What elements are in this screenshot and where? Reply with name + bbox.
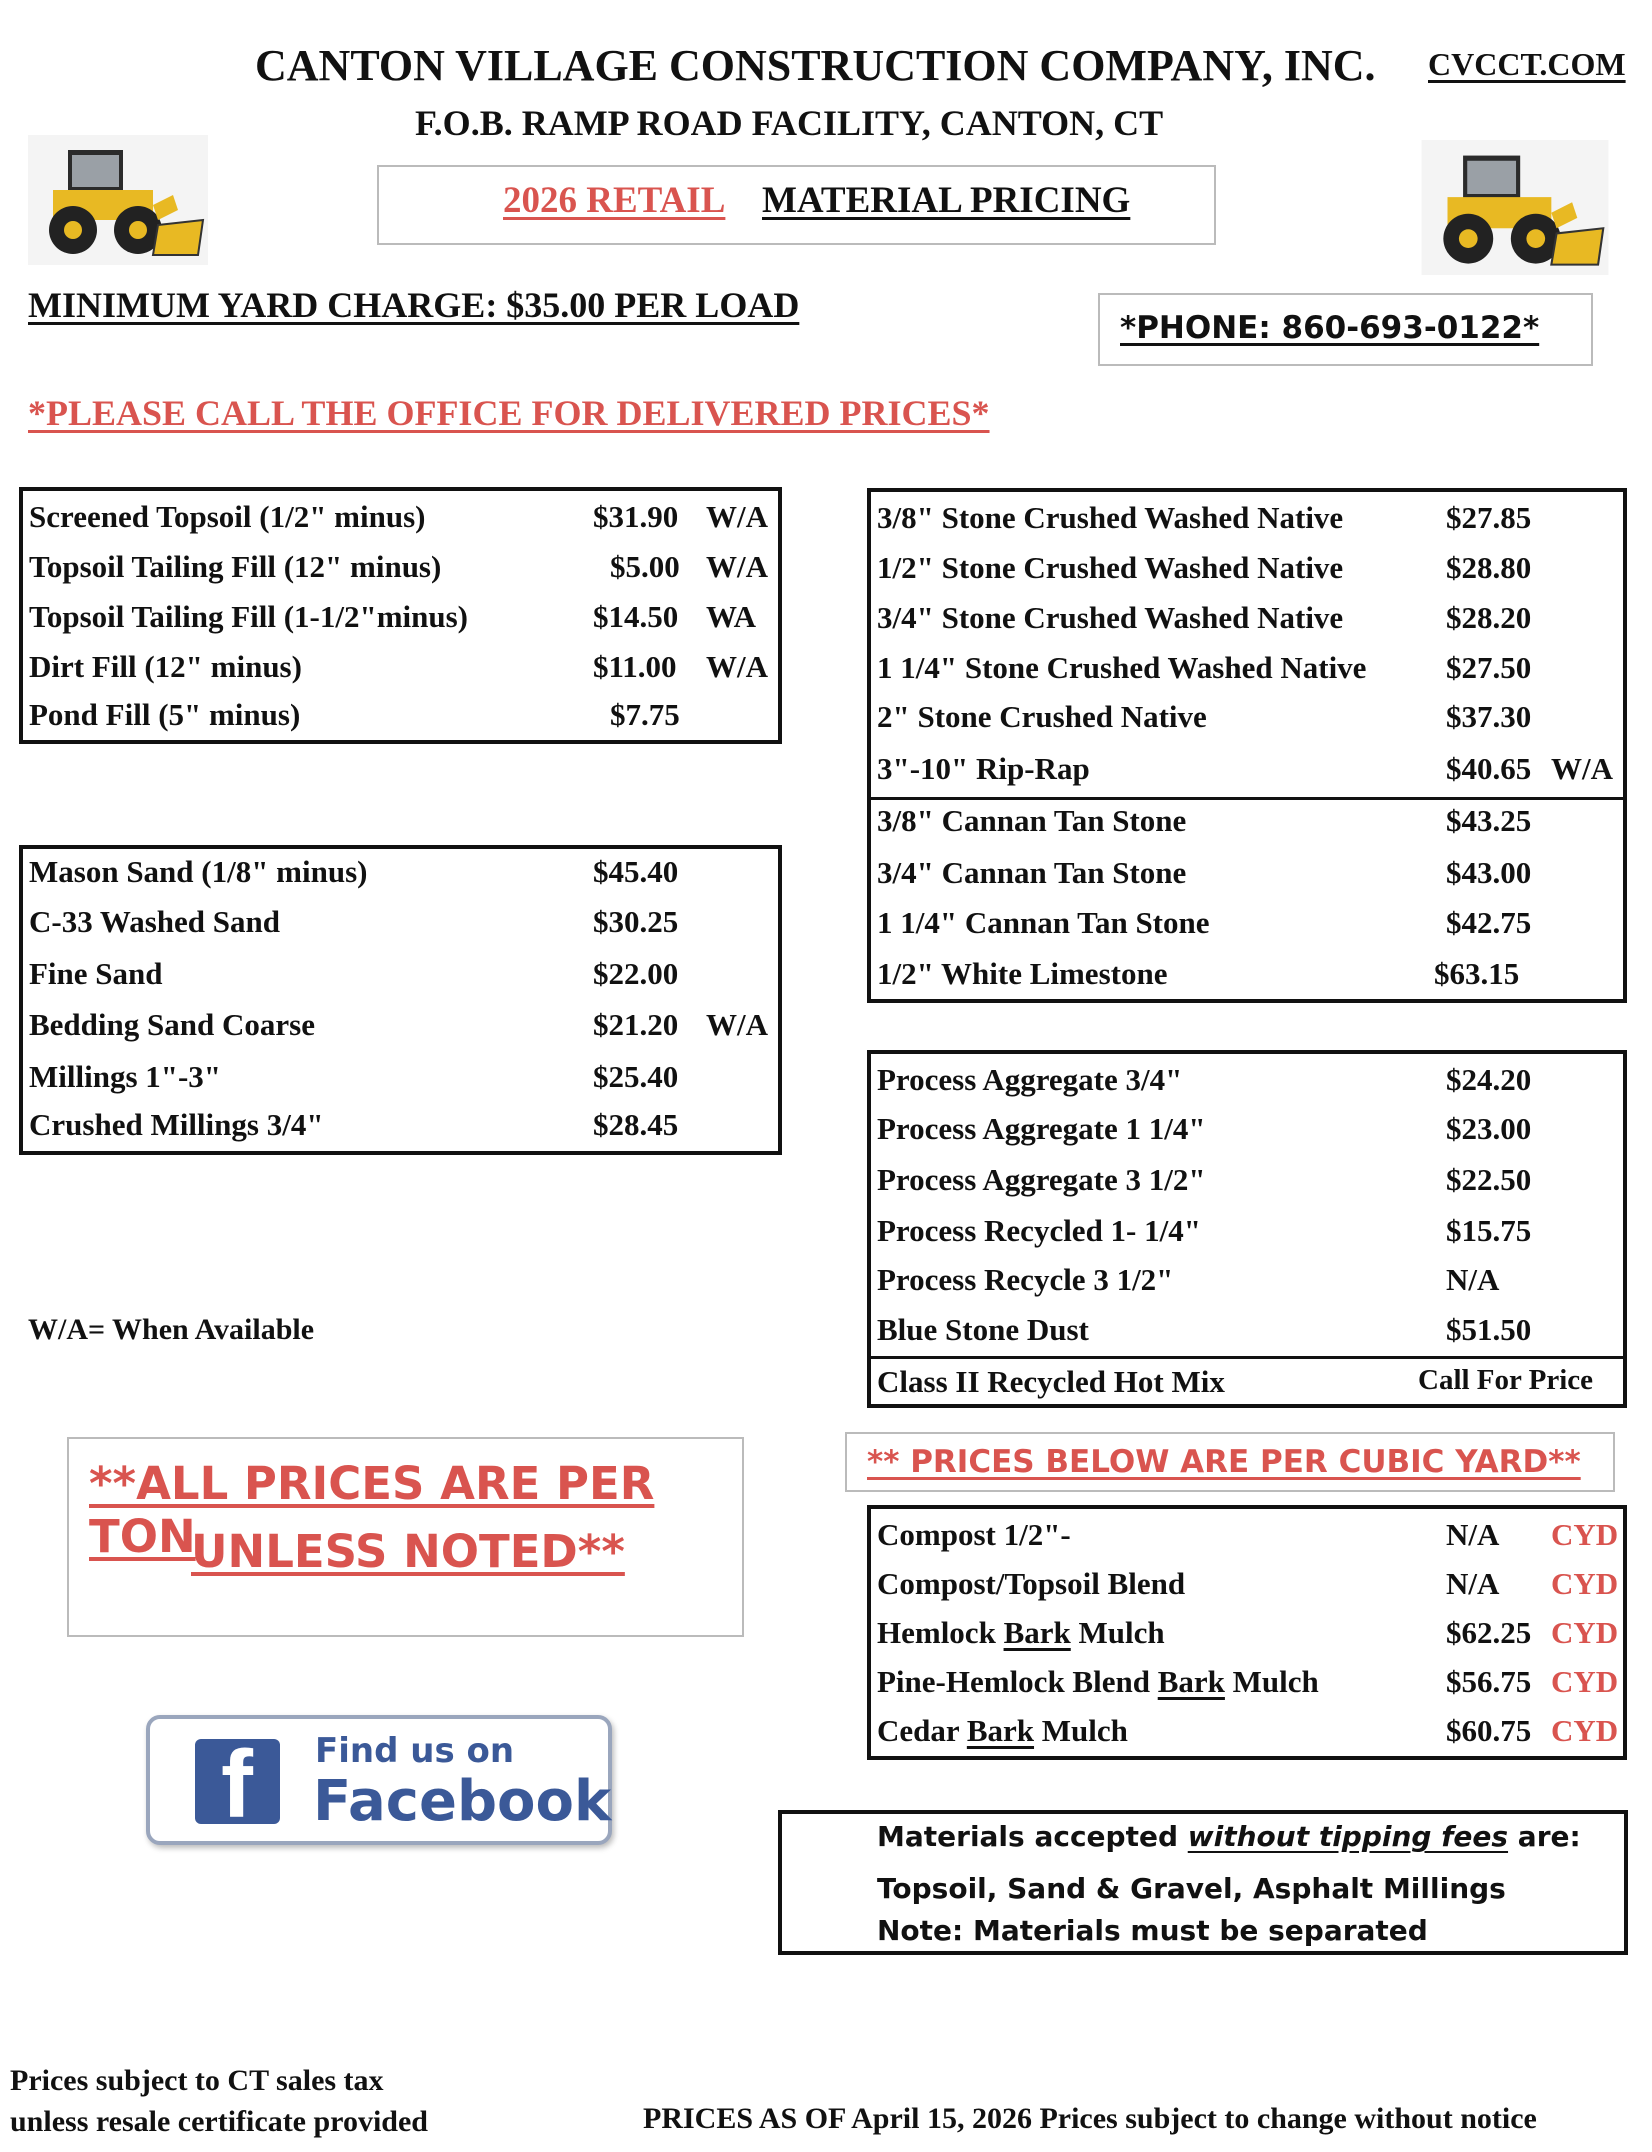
table-row bbox=[871, 1213, 1623, 1263]
table-row bbox=[871, 550, 1623, 600]
table-row bbox=[23, 649, 778, 699]
wheel-loader-image-right bbox=[1420, 140, 1610, 275]
accepted-materials-list: Topsoil, Sand & Gravel, Asphalt Millings bbox=[877, 1872, 1506, 1905]
table-row bbox=[871, 600, 1623, 650]
item-name: Class II Recycled Hot Mix bbox=[877, 1364, 1225, 1399]
item-name: Cedar Bark Mulch bbox=[877, 1713, 1128, 1748]
item-note: W/A bbox=[706, 549, 768, 584]
item-price: $28.80 bbox=[1446, 550, 1532, 585]
item-price: N/A bbox=[1446, 1517, 1500, 1552]
item-name: Hemlock Bark Mulch bbox=[877, 1615, 1165, 1650]
accepted-separation-note: Note: Materials must be separated bbox=[877, 1914, 1428, 1947]
table-row bbox=[871, 751, 1623, 801]
wheel-loader-image-left bbox=[28, 135, 208, 265]
table-row bbox=[871, 905, 1623, 955]
table-divider bbox=[871, 797, 1623, 800]
item-price: $40.65 bbox=[1446, 751, 1532, 786]
cubic-yard-notice-box bbox=[845, 1432, 1615, 1492]
cubic-yard-notice: ** PRICES BELOW ARE PER CUBIC YARD** bbox=[867, 1444, 1581, 1480]
table-row bbox=[871, 1364, 1623, 1414]
when-available-legend: W/A= When Available bbox=[28, 1313, 315, 1346]
item-name: Compost 1/2"- bbox=[877, 1517, 1071, 1552]
item-price: $22.50 bbox=[1446, 1162, 1532, 1197]
item-name: Blue Stone Dust bbox=[877, 1312, 1089, 1347]
item-price: $45.40 bbox=[593, 854, 679, 889]
item-price: $63.15 bbox=[1434, 956, 1520, 991]
prices-as-of-note: PRICES AS OF April 15, 2026 Prices subject to change without notice bbox=[643, 2102, 1537, 2135]
table-row bbox=[23, 549, 778, 599]
item-name: 3/4" Stone Crushed Washed Native bbox=[877, 600, 1344, 635]
mulch-price-table bbox=[867, 1505, 1627, 1760]
item-name: 3/8" Cannan Tan Stone bbox=[877, 803, 1187, 838]
item-name: Topsoil Tailing Fill (1-1/2"minus) bbox=[29, 599, 469, 634]
item-name: Pine-Hemlock Blend Bark Mulch bbox=[877, 1664, 1319, 1699]
facebook-badge[interactable] bbox=[146, 1715, 612, 1845]
item-name: Process Aggregate 1 1/4" bbox=[877, 1111, 1206, 1146]
item-name: 1 1/4" Cannan Tan Stone bbox=[877, 905, 1210, 940]
accepted-heading: Materials accepted without tipping fees are: bbox=[877, 1820, 1581, 1853]
item-name: 3/4" Cannan Tan Stone bbox=[877, 855, 1187, 890]
item-name: Dirt Fill (12" minus) bbox=[29, 649, 302, 684]
pricing-year: 2026 RETAIL bbox=[503, 180, 726, 221]
item-price: $22.00 bbox=[593, 956, 679, 991]
facebook-find-us: Find us on bbox=[315, 1731, 515, 1771]
table-row bbox=[871, 699, 1623, 749]
item-price: $62.25 bbox=[1446, 1615, 1532, 1650]
item-price: $14.50 bbox=[593, 599, 679, 634]
item-price: $28.45 bbox=[593, 1107, 679, 1142]
table-row bbox=[871, 1162, 1623, 1212]
item-unit: CYD bbox=[1551, 1713, 1619, 1748]
table-row bbox=[871, 1062, 1623, 1112]
item-note: W/A bbox=[706, 1007, 768, 1042]
item-price: N/A bbox=[1446, 1262, 1500, 1297]
item-name: 3/8" Stone Crushed Washed Native bbox=[877, 500, 1344, 535]
company-name: CANTON VILLAGE CONSTRUCTION COMPANY, INC. bbox=[255, 41, 1376, 90]
item-price: $5.00 bbox=[610, 549, 680, 584]
table-row bbox=[23, 697, 778, 747]
sales-tax-note-line2: unless resale certificate provided bbox=[10, 2105, 428, 2138]
item-name: Screened Topsoil (1/2" minus) bbox=[29, 499, 426, 534]
item-price: $51.50 bbox=[1446, 1312, 1532, 1347]
item-price: Call For Price bbox=[1418, 1364, 1594, 1396]
table-row bbox=[871, 803, 1623, 853]
facebook-name: Facebook bbox=[313, 1769, 612, 1834]
table-divider bbox=[871, 1356, 1623, 1359]
item-price: $23.00 bbox=[1446, 1111, 1532, 1146]
table-row bbox=[871, 855, 1623, 905]
item-price: $43.25 bbox=[1446, 803, 1532, 838]
item-price: N/A bbox=[1446, 1566, 1500, 1601]
per-ton-notice-box bbox=[67, 1437, 744, 1637]
table-row bbox=[871, 650, 1623, 700]
stone-price-table bbox=[867, 488, 1627, 1003]
item-name: 1/2" White Limestone bbox=[877, 956, 1168, 991]
table-row bbox=[23, 904, 778, 954]
item-name: Process Recycle 3 1/2" bbox=[877, 1262, 1174, 1297]
item-price: $7.75 bbox=[610, 697, 680, 732]
table-row bbox=[871, 1312, 1623, 1362]
pricing-title: MATERIAL PRICING bbox=[762, 180, 1131, 221]
table-row bbox=[871, 1111, 1623, 1161]
table-row bbox=[871, 956, 1623, 1006]
sales-tax-note-line1: Prices subject to CT sales tax bbox=[10, 2064, 384, 2097]
item-note: W/A bbox=[706, 649, 768, 684]
item-name: Fine Sand bbox=[29, 956, 163, 991]
item-price: $42.75 bbox=[1446, 905, 1532, 940]
item-unit: CYD bbox=[1551, 1566, 1619, 1601]
table-row bbox=[23, 1107, 778, 1157]
table-row bbox=[871, 1713, 1623, 1763]
item-unit: CYD bbox=[1551, 1664, 1619, 1699]
item-note: W/A bbox=[706, 499, 768, 534]
delivered-prices-note: *PLEASE CALL THE OFFICE FOR DELIVERED PRICES* bbox=[28, 393, 990, 433]
table-row bbox=[871, 1664, 1623, 1714]
phone-box bbox=[1098, 293, 1593, 366]
item-name: 1/2" Stone Crushed Washed Native bbox=[877, 550, 1344, 585]
item-name: Pond Fill (5" minus) bbox=[29, 697, 301, 732]
item-price: $56.75 bbox=[1446, 1664, 1532, 1699]
item-name: Topsoil Tailing Fill (12" minus) bbox=[29, 549, 442, 584]
facebook-logo-icon: f bbox=[195, 1739, 280, 1824]
item-name: Process Aggregate 3/4" bbox=[877, 1062, 1183, 1097]
item-name: Mason Sand (1/8" minus) bbox=[29, 854, 368, 889]
table-row bbox=[23, 599, 778, 649]
website-link[interactable]: CVCCT.COM bbox=[1428, 46, 1626, 82]
item-name: Crushed Millings 3/4" bbox=[29, 1107, 324, 1142]
facility-subtitle: F.O.B. RAMP ROAD FACILITY, CANTON, CT bbox=[415, 103, 1164, 143]
item-name: Process Aggregate 3 1/2" bbox=[877, 1162, 1206, 1197]
minimum-yard-charge: MINIMUM YARD CHARGE: $35.00 PER LOAD bbox=[28, 285, 800, 325]
item-price: $11.00 bbox=[593, 649, 677, 684]
table-row bbox=[23, 499, 778, 549]
topsoil-price-table bbox=[19, 487, 782, 744]
item-name: 1 1/4" Stone Crushed Washed Native bbox=[877, 650, 1367, 685]
table-row bbox=[871, 1517, 1623, 1567]
table-row bbox=[23, 854, 778, 904]
aggregate-price-table bbox=[867, 1050, 1627, 1408]
item-price: $27.50 bbox=[1446, 650, 1532, 685]
table-row bbox=[871, 500, 1623, 550]
per-ton-notice-line1: **ALL PRICES ARE PER TON bbox=[89, 1457, 655, 1563]
item-name: 3"-10" Rip-Rap bbox=[877, 751, 1090, 786]
table-row bbox=[23, 1007, 778, 1057]
item-unit: CYD bbox=[1551, 1517, 1619, 1552]
item-name: Process Recycled 1- 1/4" bbox=[877, 1213, 1201, 1248]
item-price: $43.00 bbox=[1446, 855, 1532, 890]
item-name: Bedding Sand Coarse bbox=[29, 1007, 315, 1042]
accepted-materials-box bbox=[778, 1810, 1628, 1955]
item-price: $15.75 bbox=[1446, 1213, 1532, 1248]
item-price: $21.20 bbox=[593, 1007, 679, 1042]
item-price: $31.90 bbox=[593, 499, 679, 534]
item-price: $37.30 bbox=[1446, 699, 1532, 734]
table-row bbox=[23, 956, 778, 1006]
item-price: $60.75 bbox=[1446, 1713, 1532, 1748]
item-name: C-33 Washed Sand bbox=[29, 904, 280, 939]
item-price: $25.40 bbox=[593, 1059, 679, 1094]
item-price: $27.85 bbox=[1446, 500, 1532, 535]
item-name: Millings 1"-3" bbox=[29, 1059, 222, 1094]
table-row bbox=[871, 1262, 1623, 1312]
item-name: 2" Stone Crushed Native bbox=[877, 699, 1207, 734]
table-row bbox=[871, 1566, 1623, 1616]
item-name: Compost/Topsoil Blend bbox=[877, 1566, 1186, 1601]
item-note: W/A bbox=[1551, 751, 1613, 786]
item-price: $24.20 bbox=[1446, 1062, 1532, 1097]
per-ton-notice-line2: UNLESS NOTED** bbox=[191, 1525, 625, 1578]
item-price: $28.20 bbox=[1446, 600, 1532, 635]
sand-price-table bbox=[19, 845, 782, 1155]
item-note: WA bbox=[706, 599, 756, 634]
table-row bbox=[23, 1059, 778, 1109]
pricing-title-box bbox=[377, 165, 1216, 245]
item-unit: CYD bbox=[1551, 1615, 1619, 1650]
phone-number[interactable]: *PHONE: 860-693-0122* bbox=[1120, 310, 1540, 346]
item-price: $30.25 bbox=[593, 904, 679, 939]
table-row bbox=[871, 1615, 1623, 1665]
